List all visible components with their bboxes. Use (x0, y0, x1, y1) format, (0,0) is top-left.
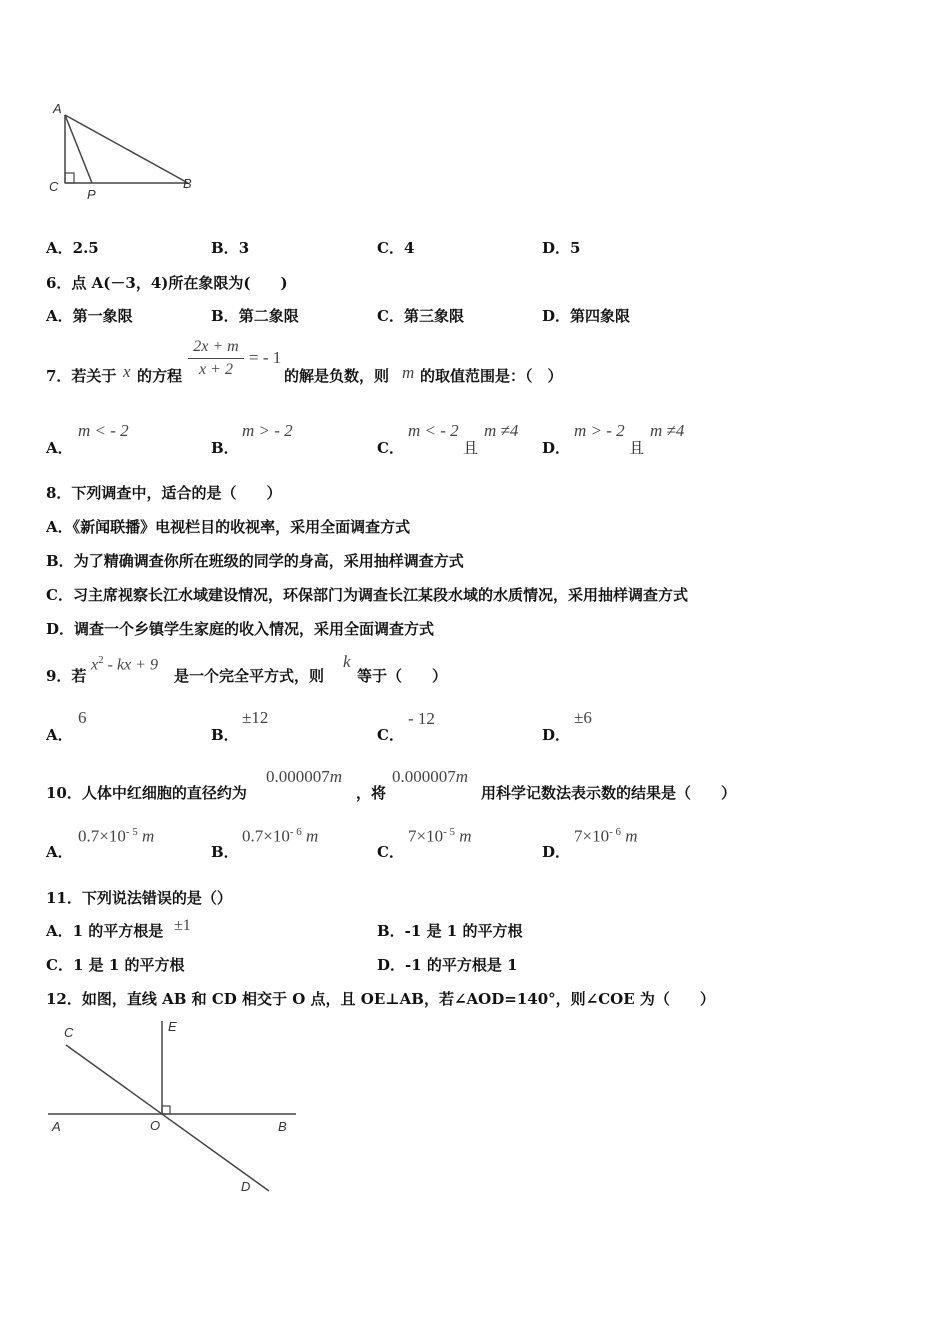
label-c: C (49, 179, 59, 194)
q8-option-a[interactable]: A．《新闻联播》电视栏目的收视率，采用全面调查方式 (46, 518, 411, 536)
q9-option-b-letter[interactable]: B． (211, 726, 239, 744)
q7-option-b-letter[interactable]: B． (211, 439, 239, 457)
q5-option-a[interactable]: A．2.5 (46, 239, 99, 257)
q10-option-b-letter[interactable]: B． (211, 843, 239, 861)
q5-option-d[interactable]: D．5 (542, 239, 581, 257)
label-a: A (52, 1119, 61, 1134)
q9-option-a-letter[interactable]: A． (46, 726, 73, 744)
q7-fraction (188, 338, 244, 379)
label-c: C (64, 1025, 74, 1040)
q8-option-d[interactable]: D．调查一个乡镇学生家庭的收入情况，采用全面调查方式 (46, 620, 435, 638)
q7-var-x: x (123, 362, 131, 381)
q9-option-c-math: - 12 (408, 709, 435, 728)
label-a: A (53, 101, 62, 116)
triangle-figure (40, 95, 210, 205)
line-cd (66, 1045, 269, 1191)
q6-option-d[interactable]: D．第四象限 (542, 307, 631, 325)
q12-stem: 12．如图，直线 AB 和 CD 相交于 O 点，且 OE⊥AB，若∠AOD=140°，则∠COE 为（ ） (46, 990, 715, 1008)
q6-option-a[interactable]: A．第一象限 (46, 307, 133, 325)
q7-option-d-math2: m ≠4 (650, 421, 685, 440)
q9-option-a-math: 6 (78, 708, 87, 727)
q11-stem: 11．下列说法错误的是（） (46, 889, 232, 907)
q6-option-c[interactable]: C．第三象限 (377, 307, 464, 325)
right-angle-mark (162, 1106, 170, 1114)
q6-option-b[interactable]: B．第二象限 (211, 307, 299, 325)
q9-option-b-math: ±12 (242, 708, 269, 727)
label-o: O (150, 1118, 161, 1133)
q7-frac-numerator: 2x + m (193, 338, 239, 355)
q9-option-d-letter[interactable]: D． (542, 726, 571, 744)
q5-option-b[interactable]: B．3 (211, 239, 250, 257)
q9-option-c-letter[interactable]: C． (377, 726, 404, 744)
label-p: P (87, 187, 96, 202)
q7-frac-denominator: x + 2 (199, 361, 233, 378)
q11-option-a-math: ±1 (174, 917, 191, 934)
q6-stem: 6．点 A(－3，4)所在象限为( ) (46, 274, 288, 292)
q9-expression: $x^2$ - kx + 9 (91, 654, 158, 674)
q7-frac-bar (188, 358, 244, 359)
q10-option-c-math: $7\times 10^{- 5}$ m (408, 826, 472, 846)
q7-option-a-letter[interactable]: A． (46, 439, 73, 457)
q7-option-c-and: 且 (463, 439, 479, 457)
q8-stem: 8．下列调查中，适合的是（ ） (46, 484, 282, 502)
q7-option-b-math: m > - 2 (242, 421, 293, 440)
q7-option-c-letter[interactable]: C． (377, 439, 404, 457)
q7-var-m: m (402, 363, 415, 382)
label-b: B (183, 176, 192, 191)
q11-option-d[interactable]: D．-1 的平方根是 1 (377, 956, 518, 974)
q7-eq-rhs: = - 1 (249, 348, 282, 367)
q10-option-d-letter[interactable]: D． (542, 843, 571, 861)
q10-value-2: 0.000007m (392, 767, 469, 786)
q10-option-b-math: $0.7\times 10^{- 6}$ m (242, 826, 319, 846)
right-angle-mark (65, 173, 74, 183)
q9-var-k: k (343, 652, 351, 671)
q7-option-d-and: 且 (629, 439, 645, 457)
q8-option-c[interactable]: C．习主席视察长江水域建设情况，环保部门为调查长江某段水域的水质情况，采用抽样调查方式 (46, 586, 688, 604)
q10-value-1: 0.000007m (266, 767, 343, 786)
q10-option-d-math: $7\times 10^{- 6}$ m (574, 826, 638, 846)
label-e: E (168, 1019, 177, 1034)
q10-option-c-letter[interactable]: C． (377, 843, 404, 861)
q7-option-c-math: m < - 2 (408, 421, 459, 440)
q11-option-c[interactable]: C．1 是 1 的平方根 (46, 956, 185, 974)
q9-option-d-math: ±6 (574, 708, 592, 727)
q5-option-c[interactable]: C．4 (377, 239, 415, 257)
q7-option-c-math2: m ≠4 (484, 421, 519, 440)
q10-option-a-math: $0.7\times 10^{- 5}$ m (78, 826, 155, 846)
intersecting-lines-figure (40, 1015, 310, 1200)
q7-option-d-letter[interactable]: D． (542, 439, 571, 457)
label-d: D (241, 1179, 251, 1194)
q7-option-a-math: m < - 2 (78, 421, 129, 440)
q10-option-a-letter[interactable]: A． (46, 843, 73, 861)
q7-option-d-math: m > - 2 (574, 421, 625, 440)
q8-option-b[interactable]: B．为了精确调查你所在班级的同学的身高，采用抽样调查方式 (46, 552, 464, 570)
segment-ab (65, 115, 188, 183)
label-b: B (278, 1119, 287, 1134)
q11-option-b[interactable]: B．-1 是 1 的平方根 (377, 922, 523, 940)
